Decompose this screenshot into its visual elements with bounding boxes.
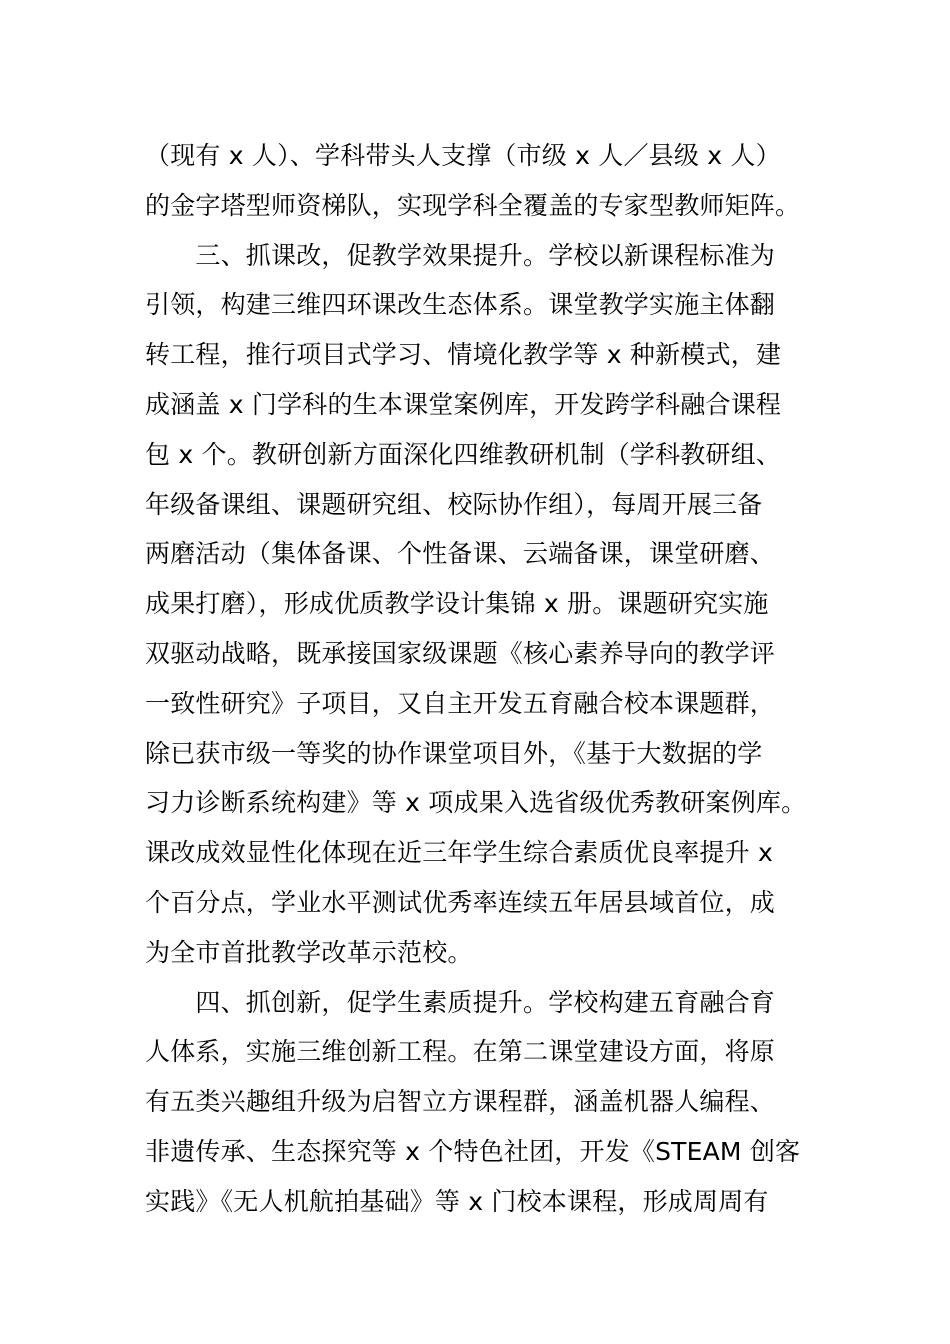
body-text [145,131,810,1227]
text-line: 的金字塔型师资梯队，实现学科全覆盖的专家型教师矩阵。 [145,190,801,220]
text-line: 非遗传承、生态探究等 x 个特色社团，开发《STEAM 创客 [145,1136,801,1166]
text-line: 为全市首批教学改革示范校。 [145,937,473,967]
text-line: 两磨活动（集体备课、个性备课、云端备课，课堂研磨、 [145,539,776,569]
text-line: 有五类兴趣组升级为启智立方课程群，涵盖机器人编程、 [145,1087,776,1117]
text-line: 引领，构建三维四环课改生态体系。课堂教学实施主体翻 [145,290,776,320]
text-line: 三、抓课改，促教学效果提升。学校以新课程标准为 [145,240,776,270]
text-line: 实践》《无人机航拍基础》等 x 门校本课程，形成周周有 [145,1186,769,1216]
text-line: 包 x 个。教研创新方面深化四维教研机制（学科教研组、 [145,439,782,469]
text-line: 人体系，实施三维创新工程。在第二课堂建设方面，将原 [145,1037,776,1067]
text-line: 四、抓创新，促学生素质提升。学校构建五育融合育 [145,987,776,1017]
text-line: 一致性研究》子项目，又自主开发五育融合校本课题群， [145,688,776,718]
text-line: 年级备课组、课题研究组、校际协作组），每周开展三备 [145,489,763,519]
text-line: 双驱动战略，既承接国家级课题《核心素养导向的教学评 [145,638,776,668]
text-line: （现有 x 人）、学科带头人支撑（市级 x 人／县级 x 人） [145,141,781,170]
text-line: 成涵盖 x 门学科的生本课堂案例库，开发跨学科融合课程 [145,389,782,419]
text-line: 成果打磨），形成优质教学设计集锦 x 册。课题研究实施 [145,589,769,619]
text-line: 个百分点，学业水平测试优秀率连续五年居县域首位，成 [145,887,776,917]
text-line: 课改成效显性化体现在近三年学生综合素质优良率提升 x [145,838,773,868]
text-line: 习力诊断系统构建》等 x 项成果入选省级优秀教研案例库。 [145,788,807,818]
text-line: 转工程，推行项目式学习、情境化教学等 x 种新模式，建 [145,340,782,370]
text-line: 除已获市级一等奖的协作课堂项目外，《基于大数据的学 [145,738,763,768]
